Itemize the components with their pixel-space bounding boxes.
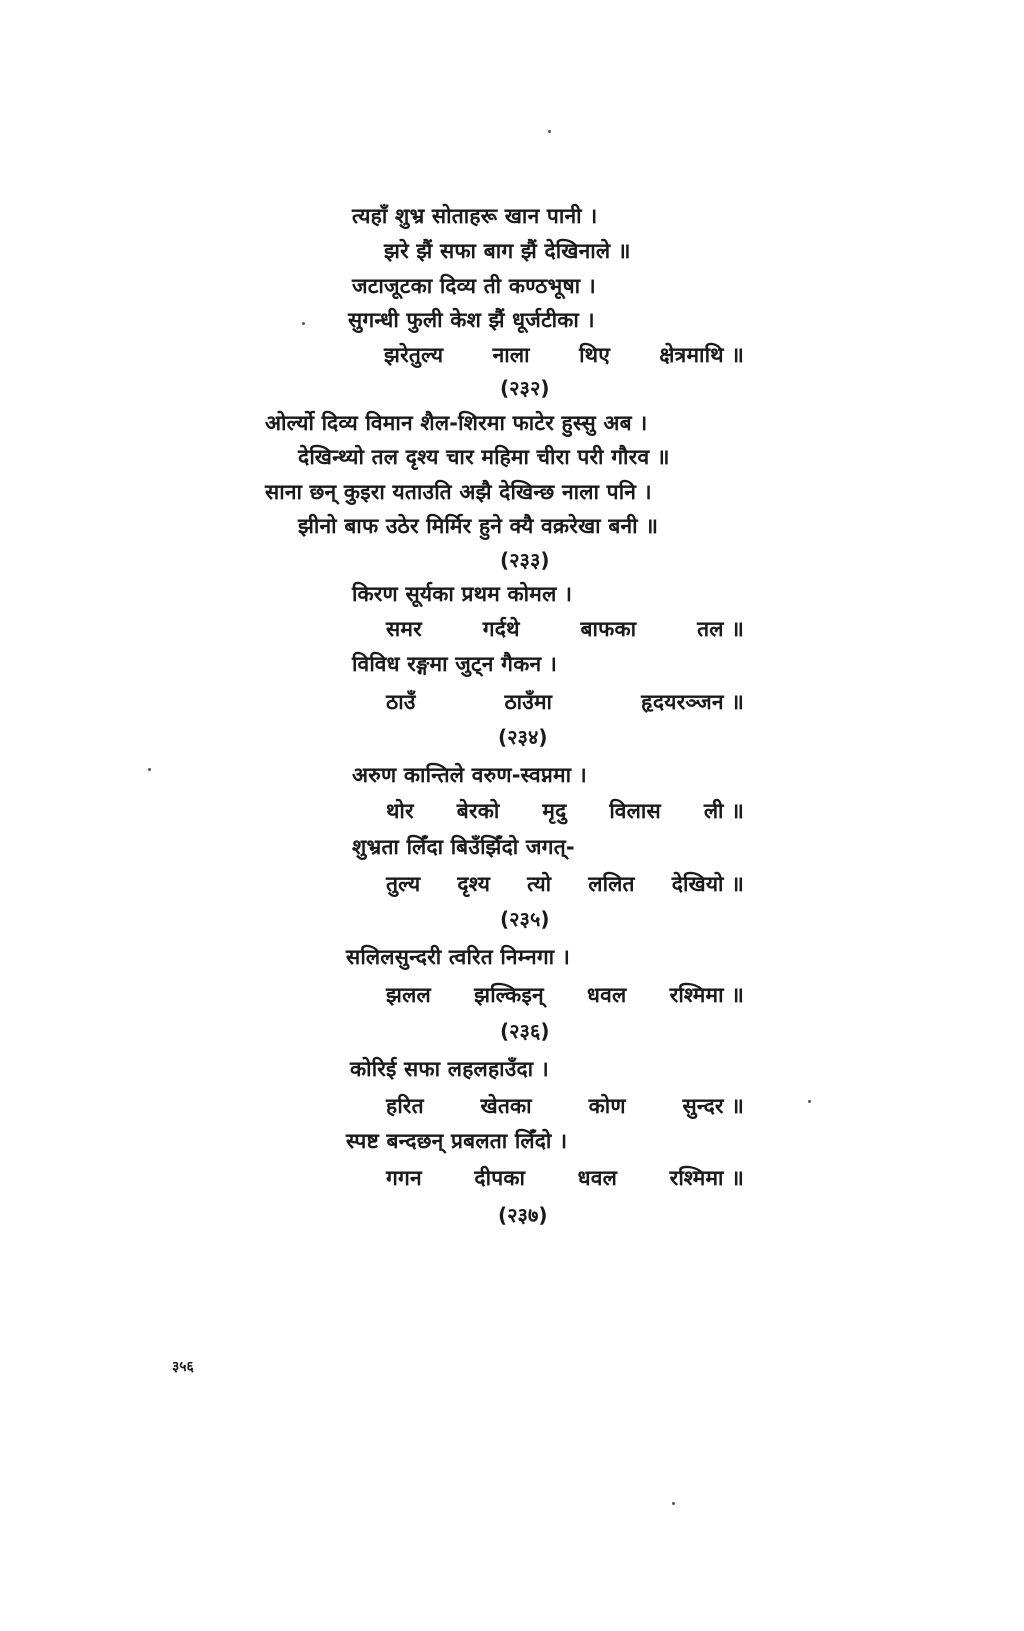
page-number: ३५६ bbox=[172, 1359, 194, 1375]
word: कोण bbox=[588, 1094, 626, 1118]
verse-234-line-4 bbox=[386, 688, 744, 716]
verse-233-line-2: देखिन्थ्यो तल दृश्य चार महिमा चीरा परी गौरव ॥ bbox=[298, 445, 670, 469]
word: दृश्य bbox=[457, 872, 491, 896]
word: हरित bbox=[386, 1094, 424, 1118]
word: झल्किइन् bbox=[474, 983, 544, 1007]
scan-speck bbox=[302, 322, 305, 325]
word: क्षेत्रमाथि ॥ bbox=[659, 343, 744, 367]
verse-237-line-2 bbox=[386, 1092, 744, 1120]
scan-speck bbox=[148, 768, 151, 771]
word: दीपका bbox=[474, 1166, 526, 1190]
scan-speck bbox=[548, 130, 551, 133]
word: बाफका bbox=[580, 617, 637, 641]
verse-number-237: (२३७) bbox=[498, 1203, 548, 1227]
word: ठाउँ bbox=[386, 690, 416, 714]
verse-232-line-3: जटाजूटका दिव्य ती कण्ठभूषा । bbox=[352, 274, 596, 298]
verse-number-233: (२३३) bbox=[500, 548, 550, 572]
verse-235-line-4 bbox=[386, 870, 744, 898]
verse-234-line-3: विविध रङ्गमा जुट्न गैकन । bbox=[352, 652, 558, 676]
word: धवल bbox=[586, 983, 627, 1007]
word: गगन bbox=[386, 1166, 422, 1190]
word: खेतका bbox=[480, 1094, 532, 1118]
word: हृदयरञ्जन ॥ bbox=[641, 690, 744, 714]
word: झरेतुल्य bbox=[384, 343, 444, 367]
verse-237-line-1: कोरिई सफा लहलहाउँदा । bbox=[350, 1057, 549, 1081]
verse-232-line-1: त्यहाँ शुभ्र सोताहरू खान पानी । bbox=[352, 204, 598, 228]
word: थोर bbox=[386, 799, 414, 823]
word: तुल्य bbox=[386, 872, 421, 896]
verse-number-236: (२३६) bbox=[500, 1019, 550, 1043]
verse-233-line-4: झीनो बाफ उठेर मिर्मिर हुने क्यै वक्ररेखा बनी ॥ bbox=[298, 514, 659, 538]
word: मृदु bbox=[542, 799, 567, 823]
word: विलास bbox=[609, 799, 661, 823]
word: समर bbox=[386, 617, 422, 641]
word: रश्मिमा ॥ bbox=[669, 1166, 744, 1190]
word: गर्दथे bbox=[482, 617, 520, 641]
verse-233-line-3: साना छन् कुइरा यताउति अझै देखिन्छ नाला पनि । bbox=[265, 480, 652, 504]
verse-232-line-2: झरे झैं सफा बाग झैं देखिनाले ॥ bbox=[384, 239, 631, 263]
verse-235-line-3: शुभ्रता लिँदा बिउँझिँदो जगत्- bbox=[352, 835, 575, 859]
verse-235-line-2 bbox=[386, 797, 744, 825]
word: बेरको bbox=[456, 799, 500, 823]
verse-236-line-2 bbox=[386, 981, 744, 1009]
word: सुन्दर ॥ bbox=[682, 1094, 744, 1118]
word: झलल bbox=[386, 983, 431, 1007]
verse-237-line-3: स्पष्ट बन्दछन् प्रबलता लिँदो । bbox=[346, 1129, 568, 1153]
verse-232-line-5 bbox=[384, 341, 744, 369]
word: ललित bbox=[588, 872, 635, 896]
word: त्यो bbox=[527, 872, 552, 896]
word: देखियो ॥ bbox=[671, 872, 744, 896]
verse-232-line-4: सुगन्धी फुली केश झैं धूर्जटीका । bbox=[348, 308, 595, 332]
verse-number-234: (२३४) bbox=[498, 725, 548, 749]
word: तल ॥ bbox=[697, 617, 744, 641]
word: ठाउँमा bbox=[504, 690, 553, 714]
word: नाला bbox=[492, 343, 530, 367]
verse-235-line-1: अरुण कान्तिले वरुण-स्वप्नमा । bbox=[352, 763, 587, 787]
verse-234-line-2 bbox=[386, 615, 744, 643]
word: रश्मिमा ॥ bbox=[669, 983, 744, 1007]
verse-number-235: (२३५) bbox=[500, 907, 550, 931]
scan-speck bbox=[808, 1100, 811, 1103]
verse-237-line-4 bbox=[386, 1164, 744, 1192]
verse-236-line-1: सलिलसुन्दरी त्वरित निम्नगा । bbox=[346, 945, 570, 969]
verse-234-line-1: किरण सूर्यका प्रथम कोमल । bbox=[352, 582, 573, 606]
scan-speck bbox=[672, 1502, 675, 1505]
verse-233-line-1: ओर्ल्यो दिव्य विमान शैल-शिरमा फाटेर हुस्सु अब । bbox=[265, 411, 648, 435]
word: धवल bbox=[577, 1166, 618, 1190]
word: ली ॥ bbox=[703, 799, 744, 823]
verse-number-232: (२३२) bbox=[500, 376, 550, 400]
word: थिए bbox=[579, 343, 611, 367]
